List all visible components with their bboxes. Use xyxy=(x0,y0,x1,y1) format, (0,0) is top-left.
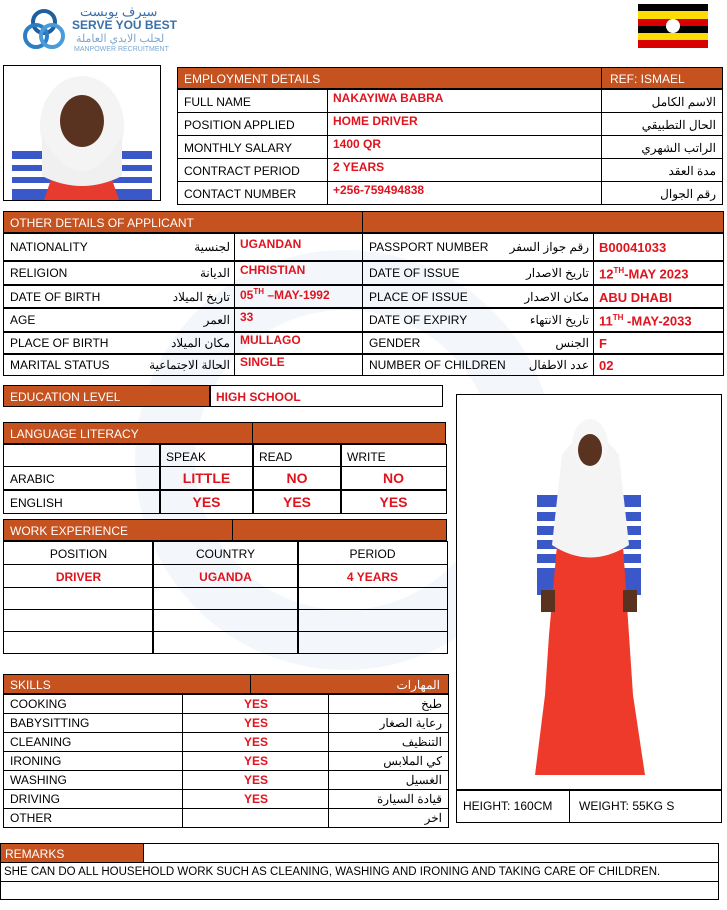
employment-value-cell xyxy=(327,158,602,182)
work-col-header-cell xyxy=(297,541,448,565)
work-col-header: PERIOD xyxy=(349,547,396,561)
language-col-header-cell xyxy=(252,444,342,467)
employment-value: HOME DRIVER xyxy=(333,114,418,128)
skill-label: DRIVING xyxy=(10,792,61,806)
other-left-label-cell xyxy=(3,308,235,332)
employment-ref-divider xyxy=(601,67,602,89)
language-write-cell xyxy=(340,466,447,490)
language-write-value: NO xyxy=(383,470,404,486)
other-right-label-cell xyxy=(362,233,594,261)
other-right-value: B00041033 xyxy=(599,240,667,255)
remarks-text-cell xyxy=(0,862,719,882)
language-col-header-cell xyxy=(340,444,447,467)
employment-value-cell xyxy=(327,89,602,113)
logo-arabic-name: سيرف يوبست xyxy=(80,4,158,19)
other-left-value: 05TH –MAY-1992 xyxy=(240,286,330,302)
other-right-label: PASSPORT NUMBER xyxy=(369,240,489,254)
other-left-value: 33 xyxy=(240,310,254,324)
education-value: HIGH SCHOOL xyxy=(216,390,301,404)
work-empty-cell xyxy=(152,587,299,610)
language-header-divider xyxy=(252,422,253,444)
other-left-label-cell xyxy=(3,261,235,285)
other-left-label: RELIGION xyxy=(10,266,68,280)
skill-value-cell xyxy=(182,789,329,809)
skill-arabic-cell xyxy=(328,694,449,714)
language-speak-cell xyxy=(159,466,254,490)
work-empty-cell xyxy=(152,609,299,632)
other-right-value-cell xyxy=(593,233,724,261)
other-right-label-cell xyxy=(362,261,594,285)
language-speak-value: LITTLE xyxy=(182,470,231,486)
other-right-arabic: رقم جواز السفر xyxy=(509,240,589,254)
other-left-value: SINGLE xyxy=(240,355,285,369)
language-name: ENGLISH xyxy=(10,496,63,510)
other-left-label-cell xyxy=(3,233,235,261)
skill-value-cell xyxy=(182,713,329,733)
other-left-value-cell xyxy=(234,261,363,285)
skill-arabic-label: رعاية الصغار xyxy=(379,716,442,730)
other-right-value: F xyxy=(599,336,607,351)
skill-label-cell xyxy=(3,808,183,828)
work-empty-cell xyxy=(297,587,448,610)
other-right-value: 02 xyxy=(599,358,614,373)
other-left-arabic: مكان الميلاد xyxy=(171,336,230,350)
other-right-arabic: مكان الاصدار xyxy=(524,289,589,304)
other-left-label: NATIONALITY xyxy=(10,240,88,254)
work-col-header-cell xyxy=(3,541,154,565)
work-col-header: POSITION xyxy=(49,547,108,561)
employment-label: FULL NAME xyxy=(184,95,251,109)
other-left-label: AGE xyxy=(10,313,36,327)
work-empty-cell xyxy=(3,609,154,632)
employment-value: NAKAYIWA BABRA xyxy=(333,91,444,105)
work-country-value: UGANDA xyxy=(199,570,252,584)
other-right-label-cell xyxy=(362,285,594,308)
skill-arabic-label: كي الملابس xyxy=(383,754,442,768)
other-right-value: 12TH-MAY 2023 xyxy=(599,266,689,282)
other-left-label-cell xyxy=(3,285,235,308)
other-left-arabic: العمر xyxy=(203,313,230,327)
language-col-header: WRITE xyxy=(347,450,386,464)
skill-value: YES xyxy=(244,754,269,768)
other-right-value-cell xyxy=(593,261,724,285)
employment-header xyxy=(177,67,723,89)
skill-label-cell xyxy=(3,732,183,752)
work-period-value: 4 YEARS xyxy=(346,570,399,584)
skill-arabic-label: التنظيف xyxy=(401,735,442,749)
work-empty-cell xyxy=(152,631,299,654)
skill-arabic-cell xyxy=(328,751,449,771)
language-read-value: YES xyxy=(282,494,311,510)
ref-label: REF: ISMAEL xyxy=(610,72,685,86)
employment-arabic-label: الاسم الكامل xyxy=(651,95,716,109)
employment-arabic-cell xyxy=(601,89,723,113)
other-right-arabic: تاريخ الاصدار xyxy=(525,266,589,280)
education-label: EDUCATION LEVEL xyxy=(10,390,121,404)
skill-value-cell xyxy=(182,694,329,714)
employment-arabic-label: الراتب الشهري xyxy=(641,141,716,155)
other-right-value: 11TH -MAY-2033 xyxy=(599,313,692,329)
logo-knot-icon xyxy=(20,6,68,54)
employment-label-cell xyxy=(177,112,328,136)
other-left-value: UGANDAN xyxy=(240,237,302,251)
language-header xyxy=(3,422,446,444)
skill-value: YES xyxy=(244,773,269,787)
other-details-header-divider xyxy=(362,211,363,233)
other-left-label: PLACE OF BIRTH xyxy=(10,336,109,350)
other-right-label-cell xyxy=(362,332,594,354)
skill-label-cell xyxy=(3,694,183,714)
skill-arabic-cell xyxy=(328,770,449,790)
skill-label-cell xyxy=(3,770,183,790)
skills-header-divider xyxy=(250,674,251,694)
employment-label-cell xyxy=(177,158,328,182)
full-body-photo xyxy=(456,394,722,790)
employment-arabic-label: رقم الجوال xyxy=(660,187,716,201)
height-value: HEIGHT: 160CM xyxy=(463,799,553,813)
skill-arabic-cell xyxy=(328,713,449,733)
other-right-arabic: عدد الاطفال xyxy=(528,358,589,372)
skill-value: YES xyxy=(244,735,269,749)
employment-arabic-cell xyxy=(601,112,723,136)
education-value-cell xyxy=(210,385,443,407)
skill-value: YES xyxy=(244,716,269,730)
other-left-value-cell xyxy=(234,233,363,261)
employment-label-cell xyxy=(177,181,328,205)
remarks-text: SHE CAN DO ALL HOUSEHOLD WORK SUCH AS CLEANING, WASHING AND IRONING AND TAKING CARE OF CHILDREN. xyxy=(4,866,661,878)
other-right-arabic: تاريخ الانتهاء xyxy=(529,313,589,327)
other-left-arabic: الديانة xyxy=(199,266,230,280)
skill-label: BABYSITTING xyxy=(10,716,90,730)
other-right-label-cell xyxy=(362,354,594,376)
other-left-label: MARITAL STATUS xyxy=(10,358,110,372)
work-country-cell xyxy=(152,564,299,588)
skill-value-cell xyxy=(182,808,329,828)
employment-label: CONTACT NUMBER xyxy=(184,187,297,201)
other-details-title: OTHER DETAILS OF APPLICANT xyxy=(10,216,194,230)
skill-value-cell xyxy=(182,732,329,752)
language-write-cell xyxy=(340,490,447,514)
employment-header-title: EMPLOYMENT DETAILS xyxy=(184,72,321,86)
education-label-cell xyxy=(3,385,210,407)
work-header-title: WORK EXPERIENCE xyxy=(10,524,129,538)
other-right-label: GENDER xyxy=(369,336,421,350)
employment-arabic-cell xyxy=(601,158,723,182)
other-right-label-cell xyxy=(362,308,594,332)
other-left-value-cell xyxy=(234,354,363,376)
language-read-cell xyxy=(252,466,342,490)
skill-label: CLEANING xyxy=(10,735,72,749)
language-read-value: NO xyxy=(286,470,308,486)
skill-value: YES xyxy=(244,792,269,806)
language-name-cell xyxy=(3,490,161,514)
skill-label-cell xyxy=(3,713,183,733)
work-col-header-cell xyxy=(152,541,299,565)
remarks-top-line xyxy=(144,843,719,863)
skill-label: IRONING xyxy=(10,754,62,768)
other-right-value-cell xyxy=(593,308,724,332)
other-left-label-cell xyxy=(3,332,235,354)
employment-arabic-label: مدة العقد xyxy=(668,164,716,178)
employment-label-cell xyxy=(177,89,328,113)
language-write-value: YES xyxy=(379,494,408,510)
employment-value-cell xyxy=(327,181,602,205)
skill-value-cell xyxy=(182,751,329,771)
skill-label-cell xyxy=(3,751,183,771)
work-empty-cell xyxy=(297,609,448,632)
other-right-label: DATE OF EXPIRY xyxy=(369,313,468,327)
work-col-header: COUNTRY xyxy=(195,547,256,561)
work-empty-cell xyxy=(297,631,448,654)
skills-header xyxy=(3,674,449,694)
employment-arabic-label: الحال التطبيقي xyxy=(641,118,716,132)
remarks-empty-row xyxy=(0,881,719,900)
other-right-value-cell xyxy=(593,354,724,376)
skill-value-cell xyxy=(182,770,329,790)
other-right-arabic: الجنس xyxy=(555,336,589,350)
other-left-value-cell xyxy=(234,308,363,332)
skill-value: YES xyxy=(244,697,269,711)
other-right-label: DATE OF ISSUE xyxy=(369,266,460,280)
skills-header-title: SKILLS xyxy=(10,678,51,692)
language-col-header: READ xyxy=(259,450,293,464)
language-col-header-cell xyxy=(159,444,254,467)
employment-label: POSITION APPLIED xyxy=(184,118,295,132)
language-read-cell xyxy=(252,490,342,514)
skill-label-cell xyxy=(3,789,183,809)
employment-value: 2 YEARS xyxy=(333,160,385,174)
skill-arabic-label: قيادة السيارة xyxy=(376,792,442,806)
employment-label: CONTRACT PERIOD xyxy=(184,164,300,178)
other-right-label: NUMBER OF CHILDREN xyxy=(369,358,506,372)
skill-arabic-cell xyxy=(328,732,449,752)
skill-arabic-cell xyxy=(328,789,449,809)
skill-arabic-label: الغسيل xyxy=(405,773,442,787)
weight-value: WEIGHT: 55KG S xyxy=(579,799,675,813)
work-empty-cell xyxy=(3,631,154,654)
work-empty-cell xyxy=(3,587,154,610)
employment-label-cell xyxy=(177,135,328,159)
height-cell xyxy=(456,790,570,823)
other-left-label-cell xyxy=(3,354,235,376)
language-name: ARABIC xyxy=(10,472,55,486)
skill-label: OTHER xyxy=(10,811,52,825)
uganda-flag-icon xyxy=(638,4,708,48)
language-speak-cell xyxy=(159,490,254,514)
other-right-value: ABU DHABI xyxy=(599,289,672,305)
skill-arabic-cell xyxy=(328,808,449,828)
logo-arabic-sub: لجلب الايدي العاملة xyxy=(76,33,165,45)
other-left-arabic: الحالة الاجتماعية xyxy=(149,358,230,372)
weight-cell xyxy=(569,790,722,823)
other-right-value-cell xyxy=(593,332,724,354)
other-right-label: PLACE OF ISSUE xyxy=(369,289,468,304)
other-left-label: DATE OF BIRTH xyxy=(10,289,101,304)
employment-arabic-cell xyxy=(601,181,723,205)
language-col-header: SPEAK xyxy=(166,450,207,464)
language-name-cell xyxy=(3,466,161,490)
other-left-arabic: تاريخ الميلاد xyxy=(172,289,230,304)
other-left-value: MULLAGO xyxy=(240,333,301,347)
other-left-value-cell xyxy=(234,285,363,308)
portrait-photo xyxy=(3,65,161,201)
skill-arabic-label: اخر xyxy=(424,811,442,825)
logo-english-name: SERVE YOU BEST xyxy=(72,18,177,32)
work-period-cell xyxy=(297,564,448,588)
employment-value-cell xyxy=(327,135,602,159)
language-speak-value: YES xyxy=(192,494,221,510)
other-right-value-cell xyxy=(593,285,724,308)
work-position-cell xyxy=(3,564,154,588)
employment-arabic-cell xyxy=(601,135,723,159)
skills-header-arabic: المهارات xyxy=(396,678,440,692)
skill-label: WASHING xyxy=(10,773,67,787)
other-left-value-cell xyxy=(234,332,363,354)
employment-label: MONTHLY SALARY xyxy=(184,141,293,155)
employment-value: 1400 QR xyxy=(333,137,382,151)
other-left-arabic: لجنسية xyxy=(194,240,230,254)
other-left-value: CHRISTIAN xyxy=(240,263,306,277)
employment-value: +256-759494838 xyxy=(333,183,425,197)
language-col-header-cell xyxy=(3,444,161,467)
other-details-header xyxy=(3,211,724,233)
remarks-header-title: REMARKS xyxy=(5,847,65,861)
language-header-title: LANGUAGE LITERACY xyxy=(10,427,139,441)
skill-arabic-label: طبخ xyxy=(421,697,442,711)
company-logo xyxy=(20,4,177,58)
remarks-header xyxy=(0,843,144,863)
work-header-divider xyxy=(232,519,233,541)
logo-english-sub: MANPOWER RECRUITMENT xyxy=(74,46,169,53)
work-header xyxy=(3,519,447,541)
work-position-value: DRIVER xyxy=(55,570,102,584)
skill-label: COOKING xyxy=(10,697,67,711)
employment-value-cell xyxy=(327,112,602,136)
